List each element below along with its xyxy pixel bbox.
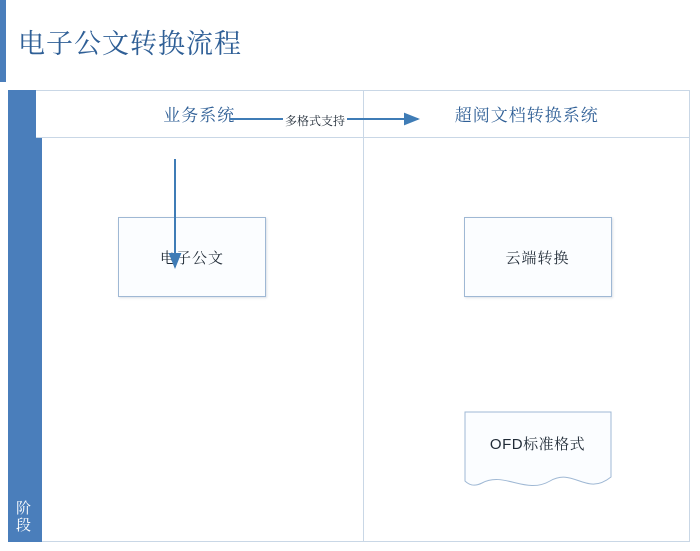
lane-header-label: 超阅文档转换系统 xyxy=(454,106,599,125)
connector-label-multi-format-support: 多格式支持 xyxy=(285,114,346,128)
document-wave-shape xyxy=(464,411,612,497)
page-title: 电子公文转换流程 xyxy=(18,29,242,59)
node-label: 电子公文 xyxy=(159,249,224,267)
title-bar xyxy=(0,0,700,82)
lane-body-band xyxy=(36,138,690,542)
lane-conversion-system xyxy=(364,138,691,542)
node-cloud-conversion[interactable] xyxy=(464,217,612,297)
node-label: 云端转换 xyxy=(505,249,570,267)
title-accent-bar xyxy=(0,0,6,82)
lane-business-system xyxy=(36,138,364,542)
stage-axis-column xyxy=(8,90,36,542)
stage-axis-label: 阶段 xyxy=(14,500,31,534)
node-label: OFD标准格式 xyxy=(489,436,586,453)
lane-header-label: 业务系统 xyxy=(163,106,236,125)
connector-cloud-to-ofd xyxy=(155,159,195,277)
node-ofd-standard-format[interactable] xyxy=(464,411,612,497)
